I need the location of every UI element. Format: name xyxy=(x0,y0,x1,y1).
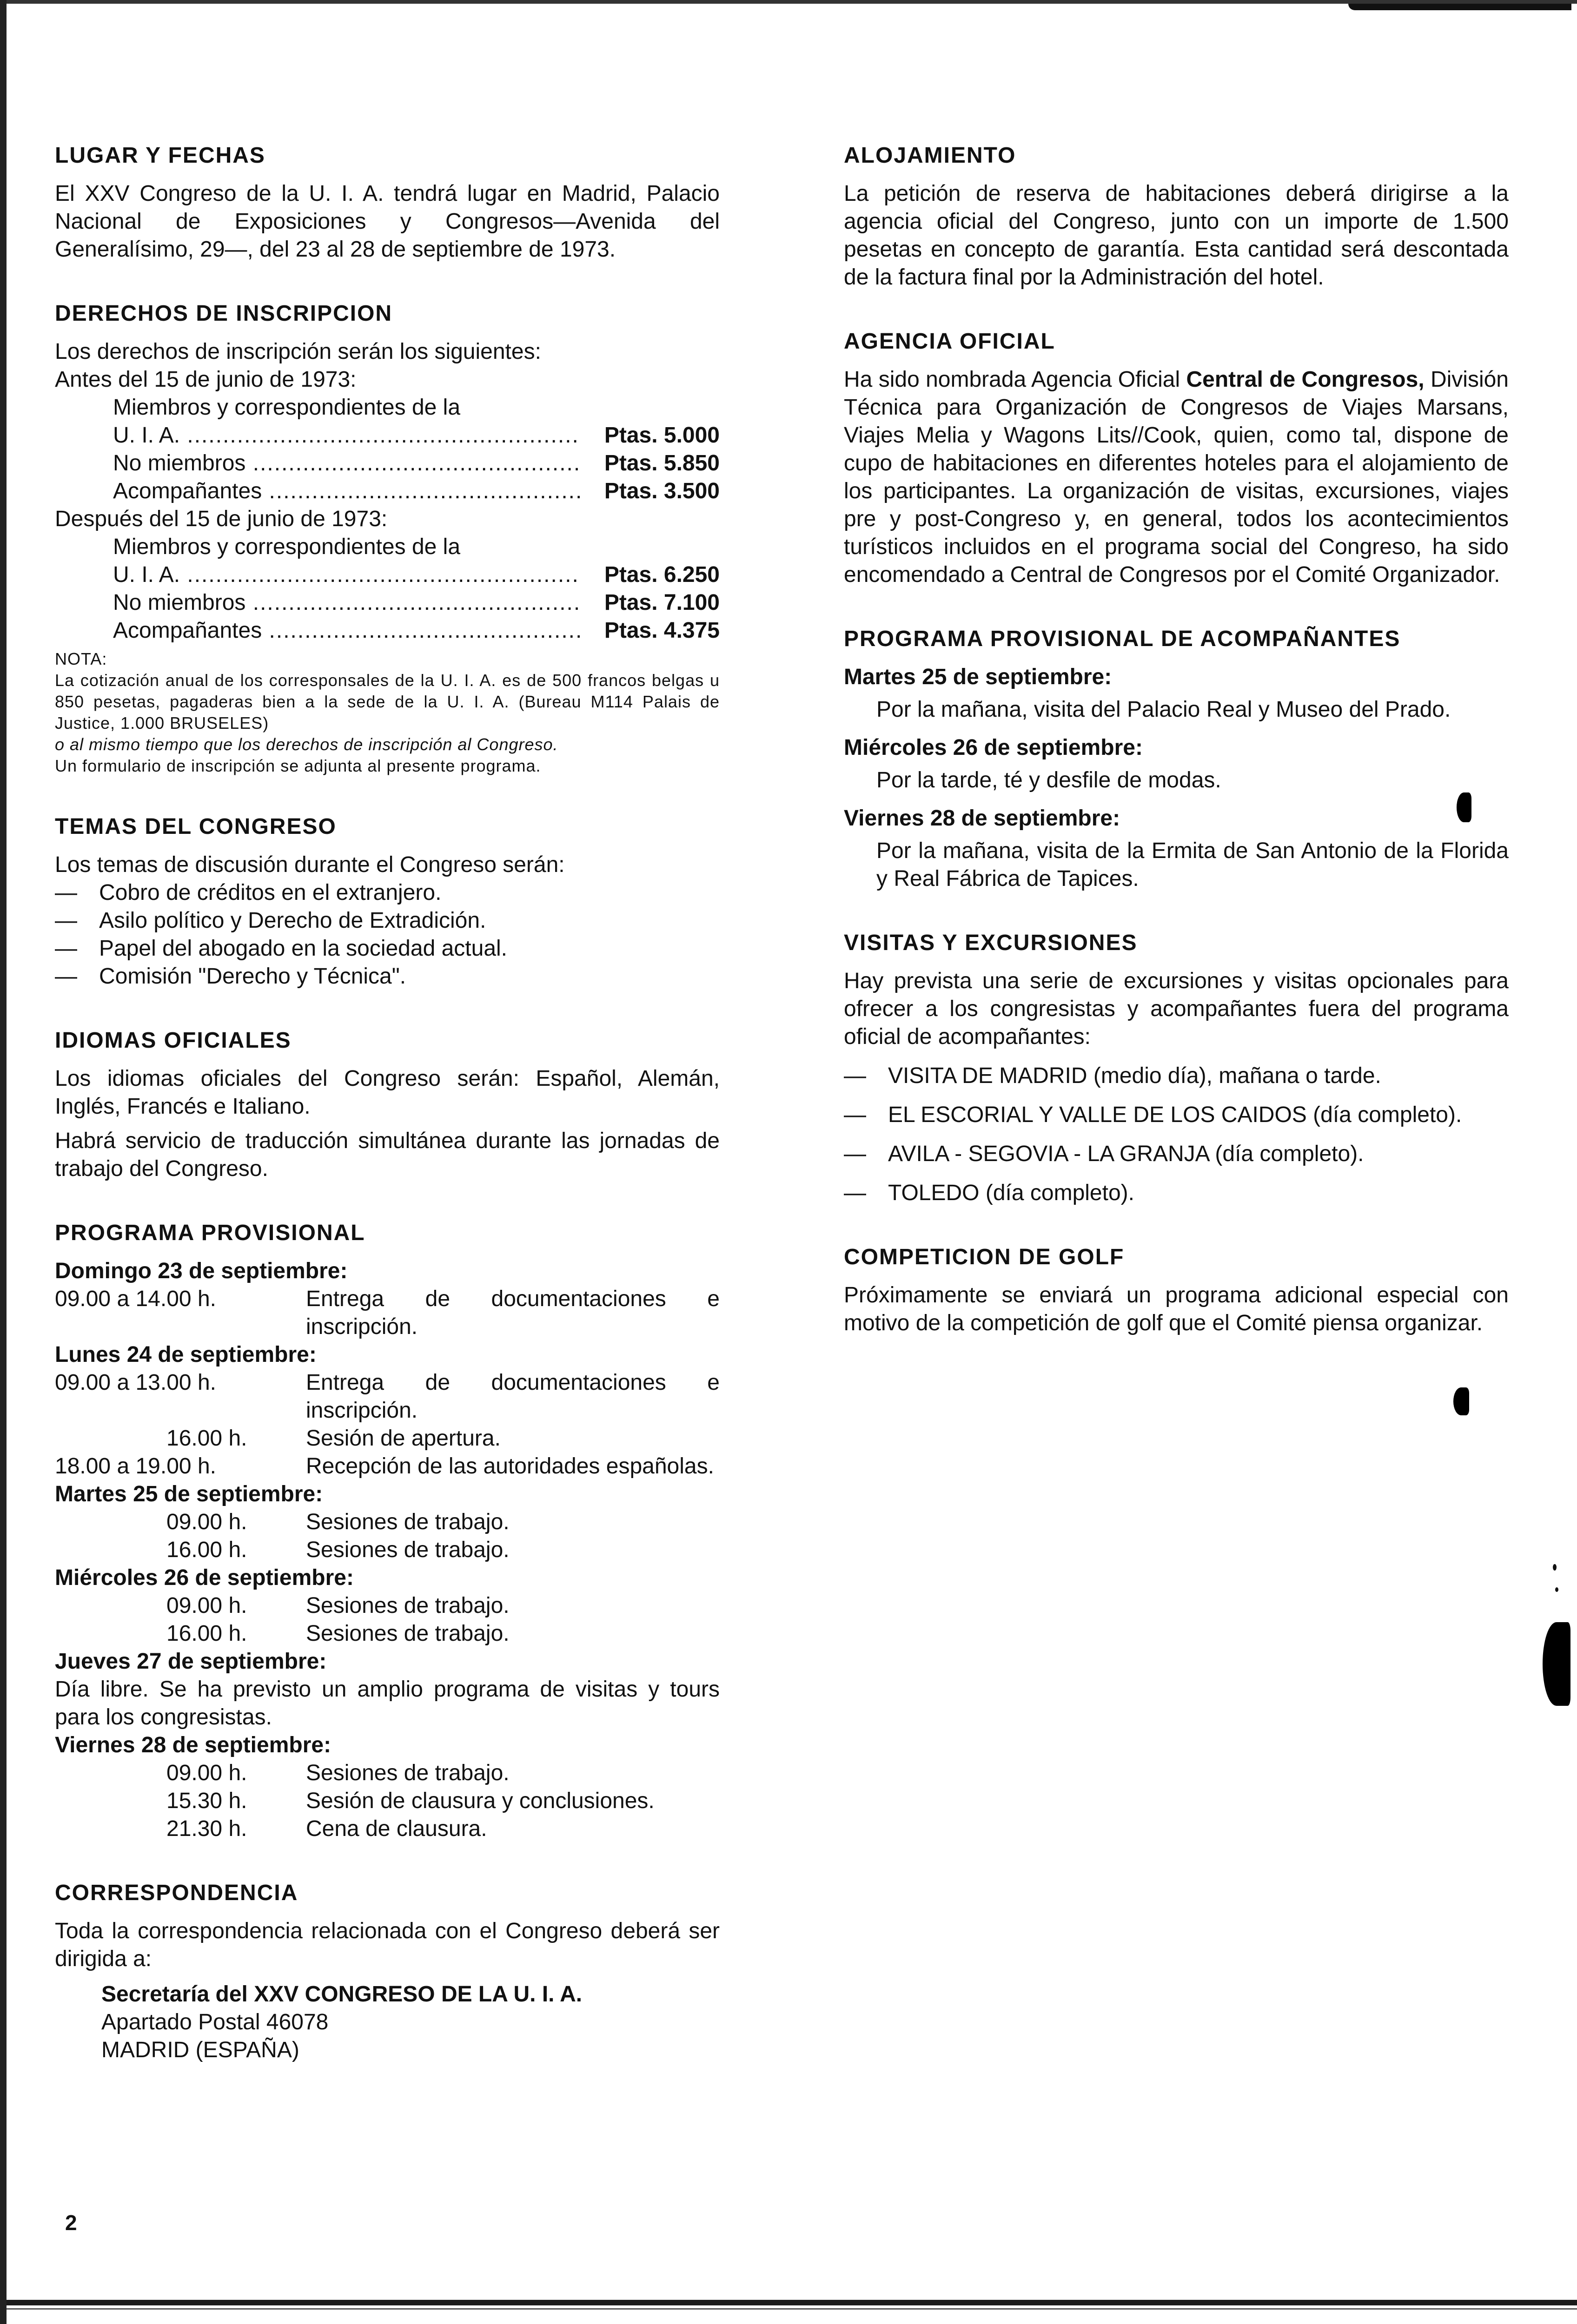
day-lunes: Lunes 24 de septiembre: xyxy=(55,1342,317,1367)
sched-time: 16.00 h. xyxy=(166,1538,247,1562)
heading-derechos: DERECHOS DE INSCRIPCION xyxy=(55,301,393,326)
day-viernes: Viernes 28 de septiembre: xyxy=(55,1733,331,1757)
sched-desc: Cena de clausura. xyxy=(306,1816,487,1841)
schedule-row xyxy=(55,1508,720,1536)
heading-agencia: AGENCIA OFICIAL xyxy=(844,329,1055,354)
members-line-before: Miembros y correspondientes de la xyxy=(113,395,461,420)
sched-desc: Sesiones de trabajo. xyxy=(306,1593,510,1618)
temas-intro: Los temas de discusión durante el Congreso serán: xyxy=(55,852,565,877)
schedule-row xyxy=(55,1452,720,1480)
heading-alojamiento: ALOJAMIENTO xyxy=(844,143,1016,168)
acomp-day-3: Viernes 28 de septiembre: xyxy=(844,806,1120,831)
idiomas-p2: Habrá servicio de traducción simultánea durante las jornadas de trabajo del Congreso. xyxy=(55,1129,720,1181)
schedule-row xyxy=(55,1620,720,1648)
list-item: — TOLEDO (día completo). xyxy=(844,1179,1509,1207)
acomp-day-1: Martes 25 de septiembre: xyxy=(844,665,1112,689)
members-line-after: Miembros y correspondientes de la xyxy=(113,535,461,559)
before-label: Antes del 15 de junio de 1973: xyxy=(55,367,357,392)
agencia-text-pre: Ha sido nombrada Agencia Oficial xyxy=(844,367,1186,392)
page-number: 2 xyxy=(65,2211,77,2235)
schedule-row xyxy=(55,1369,720,1425)
agencia-name: Central de Congresos, xyxy=(1186,367,1425,392)
section-correspondencia xyxy=(55,1879,720,2064)
punch-hole-mark xyxy=(1543,1622,1570,1706)
sched-time: 09.00 h. xyxy=(166,1510,247,1534)
fee-label: No miembros ..... xyxy=(55,589,580,617)
fee-amount: Ptas. 6.250 xyxy=(580,561,720,589)
acomp-desc-1: Por la mañana, visita del Palacio Real y Museo del Prado. xyxy=(876,697,1451,722)
scan-corner-mark xyxy=(1348,4,1571,10)
day-martes: Martes 25 de septiembre: xyxy=(55,1482,323,1506)
sched-desc: Sesiones de trabajo. xyxy=(306,1538,510,1562)
speck-mark xyxy=(1553,1564,1557,1571)
section-idiomas xyxy=(55,1027,720,1183)
section-derechos xyxy=(55,300,720,777)
left-column xyxy=(55,142,720,2100)
list-item: — AVILA - SEGOVIA - LA GRANJA (día completo). xyxy=(844,1140,1509,1168)
schedule-row xyxy=(55,1592,720,1620)
schedule-row xyxy=(55,1536,720,1564)
section-alojamiento xyxy=(844,142,1509,291)
nota-label: NOTA: xyxy=(55,649,107,668)
schedule-row xyxy=(55,1815,720,1843)
list-item: — Cobro de créditos en el extranjero. xyxy=(55,879,720,907)
fee-label: Acompañantes ..... xyxy=(55,617,580,645)
heading-programa: PROGRAMA PROVISIONAL xyxy=(55,1221,365,1245)
punch-hole-mark xyxy=(1453,1387,1469,1415)
tema-text: Comisión "Derecho y Técnica". xyxy=(99,964,406,989)
section-visitas xyxy=(844,929,1509,1207)
acomp-desc-2: Por la tarde, té y desfile de modas. xyxy=(876,768,1221,792)
schedule-row xyxy=(55,1759,720,1787)
golf-text: Próximamente se enviará un programa adicional especial con motivo de la competición de golf que el Comité piensa organizar. xyxy=(844,1283,1509,1335)
section-temas xyxy=(55,813,720,990)
list-item: — EL ESCORIAL Y VALLE DE LOS CAIDOS (día completo). xyxy=(844,1101,1509,1129)
address-line-3: MADRID (ESPAÑA) xyxy=(101,2038,299,2062)
schedule-row xyxy=(55,1285,720,1341)
sched-time: 09.00 a 13.00 h. xyxy=(55,1370,216,1395)
fee-row xyxy=(55,449,720,477)
heading-lugar: LUGAR Y FECHAS xyxy=(55,143,265,168)
fee-row xyxy=(55,617,720,645)
speck-mark xyxy=(1555,1587,1558,1592)
tema-text: Papel del abogado en la sociedad actual. xyxy=(99,936,508,961)
sched-desc: Sesiones de trabajo. xyxy=(306,1621,510,1646)
heading-idiomas: IDIOMAS OFICIALES xyxy=(55,1028,292,1053)
sched-desc: Sesión de clausura y conclusiones. xyxy=(306,1789,655,1813)
visita-text: TOLEDO (día completo). xyxy=(888,1181,1134,1205)
acomp-desc-3: Por la mañana, visita de la Ermita de San Antonio de la Florida y Real Fábrica de Tapices. xyxy=(876,838,1509,891)
fee-amount: Ptas. 7.100 xyxy=(580,589,720,617)
day-jueves: Jueves 27 de septiembre: xyxy=(55,1649,327,1674)
fee-label: Acompañantes ..... xyxy=(55,477,580,505)
idiomas-p1: Los idiomas oficiales del Congreso serán: Español, Alemán, Inglés, Francés e Italiano. xyxy=(55,1066,720,1119)
sched-time: 21.30 h. xyxy=(166,1816,247,1841)
fee-amount: Ptas. 3.500 xyxy=(580,477,720,505)
tema-text: Cobro de créditos en el extranjero. xyxy=(99,880,442,905)
list-item: — VISITA DE MADRID (medio día), mañana o tarde. xyxy=(844,1062,1509,1090)
bottom-rule-thin xyxy=(7,2308,1577,2310)
agencia-text-post: División Técnica para Organización de Congresos de Viajes Marsans, Viajes Melia y Wagons Lits//Cook, quien, como tal, dispone de cupo de habitaciones en diferentes hoteles para el alojamiento de los participantes. La organización de visitas, excursiones, viajes pre y post-Congreso y, en general, todos los acontecimientos turísticos incluidos en el programa social del Congreso, ha sido encomendado a Central de Congresos por el Comité Organizador. xyxy=(844,367,1509,587)
agencia-text xyxy=(844,366,1509,589)
heading-correspondencia: CORRESPONDENCIA xyxy=(55,1881,298,1905)
address-line-1: Secretaría del XXV CONGRESO DE LA U. I. A. xyxy=(101,1982,583,2007)
sched-desc: Entrega de documentaciones e inscripción. xyxy=(306,1287,720,1339)
section-lugar xyxy=(55,142,720,264)
nota-text: La cotización anual de los corresponsales de la U. I. A. es de 500 francos belgas u 850 pesetas, pagaderas bien a la sede de la U. I. A. (Bureau M114 Palais de Justice, 1.000 BRUSELES) xyxy=(55,671,720,733)
tema-text: Asilo político y Derecho de Extradición. xyxy=(99,908,486,933)
sched-time: 09.00 h. xyxy=(166,1593,247,1618)
section-programa xyxy=(55,1219,720,1843)
schedule-row xyxy=(55,1425,720,1452)
fee-amount: Ptas. 5.850 xyxy=(580,449,720,477)
sched-time: 09.00 a 14.00 h. xyxy=(55,1287,216,1311)
scan-edge-top xyxy=(7,0,1577,4)
fee-row xyxy=(55,589,720,617)
sched-time: 16.00 h. xyxy=(166,1621,247,1646)
fee-row xyxy=(55,422,720,449)
section-golf xyxy=(844,1243,1509,1337)
address-line-2: Apartado Postal 46078 xyxy=(101,2010,329,2034)
fee-amount: Ptas. 4.375 xyxy=(580,617,720,645)
sched-desc: Sesiones de trabajo. xyxy=(306,1761,510,1785)
visita-text: VISITA DE MADRID (medio día), mañana o tarde. xyxy=(888,1063,1381,1088)
heading-visitas: VISITAS Y EXCURSIONES xyxy=(844,931,1138,955)
fee-label: U. I. A. ..... xyxy=(113,422,580,449)
jueves-text: Día libre. Se ha previsto un amplio programa de visitas y tours para los congresistas. xyxy=(55,1677,720,1730)
fee-label: U. I. A. ..... xyxy=(113,561,580,589)
heading-temas: TEMAS DEL CONGRESO xyxy=(55,814,337,839)
heading-golf: COMPETICION DE GOLF xyxy=(844,1245,1125,1269)
sched-desc: Entrega de documentaciones e inscripción. xyxy=(306,1370,720,1423)
after-label: Después del 15 de junio de 1973: xyxy=(55,507,388,531)
list-item: — Asilo político y Derecho de Extradición. xyxy=(55,907,720,935)
correspondencia-text: Toda la correspondencia relacionada con el Congreso deberá ser dirigida a: xyxy=(55,1919,720,1971)
sched-time: 16.00 h. xyxy=(166,1426,247,1451)
lugar-text: El XXV Congreso de la U. I. A. tendrá lugar en Madrid, Palacio Nacional de Exposiciones y Congresos—Avenida del Generalísimo, 29—, del 23 al 28 de septiembre de 1973. xyxy=(55,181,720,262)
sched-time: 15.30 h. xyxy=(166,1789,247,1813)
fee-row xyxy=(55,561,720,589)
fee-row xyxy=(55,477,720,505)
fee-amount: Ptas. 5.000 xyxy=(580,422,720,449)
list-item: — Comisión "Derecho y Técnica". xyxy=(55,963,720,990)
sched-desc: Sesión de apertura. xyxy=(306,1426,501,1451)
nota-last: Un formulario de inscripción se adjunta al presente programa. xyxy=(55,756,541,775)
day-domingo: Domingo 23 de septiembre: xyxy=(55,1259,348,1283)
day-miercoles: Miércoles 26 de septiembre: xyxy=(55,1565,354,1590)
punch-hole-mark xyxy=(1457,792,1471,822)
section-acompanantes xyxy=(844,625,1509,893)
visita-text: EL ESCORIAL Y VALLE DE LOS CAIDOS (día completo). xyxy=(888,1103,1462,1127)
heading-acompanantes: PROGRAMA PROVISIONAL DE ACOMPAÑANTES xyxy=(844,627,1401,651)
visita-text: AVILA - SEGOVIA - LA GRANJA (día completo). xyxy=(888,1142,1364,1166)
visitas-text: Hay prevista una serie de excursiones y visitas opcionales para ofrecer a los congresistas y acompañantes fuera del programa oficial de acompañantes: xyxy=(844,969,1509,1049)
sched-desc: Sesiones de trabajo. xyxy=(306,1510,510,1534)
acomp-day-2: Miércoles 26 de septiembre: xyxy=(844,735,1143,760)
sched-time: 09.00 h. xyxy=(166,1761,247,1785)
bottom-rule xyxy=(7,2300,1577,2305)
section-agencia xyxy=(844,328,1509,589)
address-block xyxy=(55,1981,720,2064)
schedule-row xyxy=(55,1787,720,1815)
fee-label: No miembros ..... xyxy=(55,449,580,477)
derechos-intro: Los derechos de inscripción serán los siguientes: xyxy=(55,339,541,364)
nota-italic: o al mismo tiempo que los derechos de inscripción al Congreso. xyxy=(55,735,558,754)
sched-desc: Recepción de las autoridades españolas. xyxy=(306,1454,714,1479)
scan-edge-left xyxy=(0,0,7,2324)
list-item: — Papel del abogado en la sociedad actual. xyxy=(55,935,720,963)
alojamiento-text: La petición de reserva de habitaciones deberá dirigirse a la agencia oficial del Congreso, junto con un importe de 1.500 pesetas en concepto de garantía. Esta cantidad será descontada de la factura final por la Administración del hotel. xyxy=(844,181,1509,290)
sched-time: 18.00 a 19.00 h. xyxy=(55,1454,216,1479)
right-column xyxy=(844,142,1509,1373)
